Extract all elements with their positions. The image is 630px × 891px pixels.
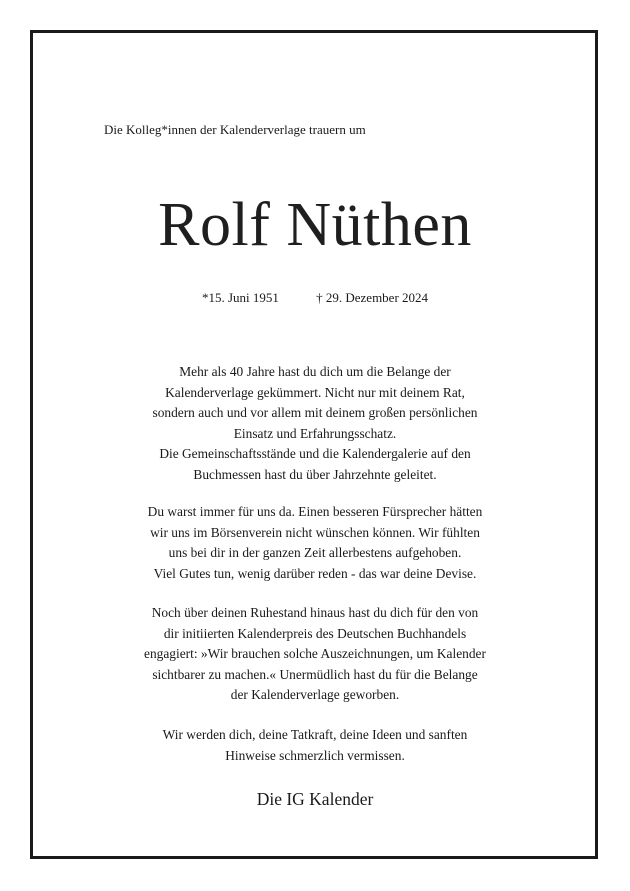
paragraph-career bbox=[0, 362, 630, 485]
paragraph-line: Wir werden dich, deine Tatkraft, deine Ideen und sanften bbox=[162, 727, 468, 742]
paragraph-line: Kalenderverlage gekümmert. Nicht nur mit deinem Rat, bbox=[165, 384, 465, 400]
paragraph-line: Hinweise schmerzlich vermissen. bbox=[225, 747, 405, 763]
paragraph-line: Die Gemeinschaftsstände und die Kalendergalerie auf den bbox=[159, 446, 471, 461]
paragraph-farewell bbox=[0, 725, 630, 766]
intro-line: Die Kolleg*innen der Kalenderverlage trauern um bbox=[104, 122, 366, 137]
death-date: † 29. Dezember 2024 bbox=[316, 290, 429, 305]
birth-date: *15. Juni 1951 bbox=[201, 290, 279, 305]
paragraph-support bbox=[0, 502, 630, 584]
paragraph-line: Noch über deinen Ruhestand hinaus hast du dich für den von bbox=[151, 605, 479, 620]
paragraph-award bbox=[0, 603, 630, 706]
paragraph-line: uns bei dir in der ganzen Zeit allerbestens aufgehoben. bbox=[168, 545, 462, 560]
deceased-name: Rolf Nüthen bbox=[158, 191, 472, 259]
paragraph-line: Mehr als 40 Jahre hast du dich um die Belange der bbox=[179, 364, 451, 379]
paragraph-line: wir uns im Börsenverein nicht wünschen können. Wir fühlten bbox=[150, 524, 480, 540]
life-dates bbox=[0, 290, 630, 306]
signature: Die IG Kalender bbox=[256, 789, 374, 809]
paragraph-line: Buchmessen hast du über Jahrzehnte geleitet. bbox=[193, 466, 437, 482]
paragraph-line: dir initiierten Kalenderpreis des Deutschen Buchhandels bbox=[163, 625, 467, 641]
paragraph-line: sichtbarer zu machen.« Unermüdlich hast du für die Belange bbox=[152, 666, 478, 682]
paragraph-line: Du warst immer für uns da. Einen besseren Fürsprecher hätten bbox=[147, 504, 483, 519]
paragraph-line: Einsatz und Erfahrungsschatz. bbox=[233, 425, 397, 441]
paragraph-line: sondern auch und vor allem mit deinem großen persönlichen bbox=[152, 405, 478, 420]
paragraph-line: der Kalenderverlage geworben. bbox=[230, 687, 400, 702]
paragraph-line: Viel Gutes tun, wenig darüber reden - das war deine Devise. bbox=[153, 565, 477, 581]
paragraph-line: engagiert: »Wir brauchen solche Auszeichnungen, um Kalender bbox=[144, 646, 486, 661]
